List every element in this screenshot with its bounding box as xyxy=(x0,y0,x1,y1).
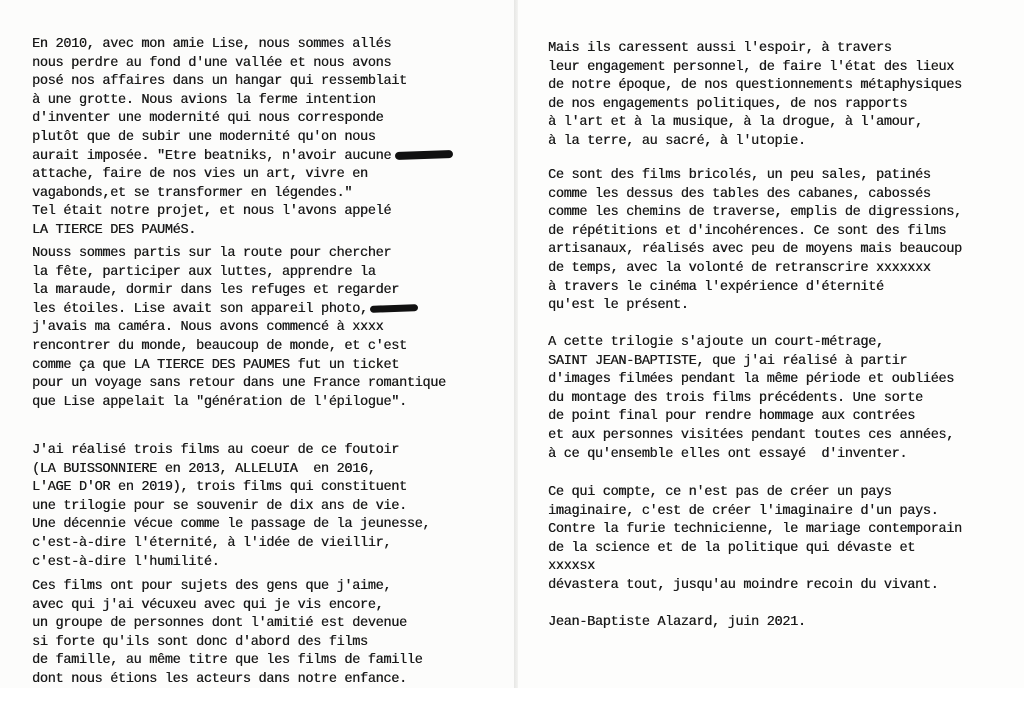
text-line: de famille, au même titre que les films de famille xyxy=(32,653,423,669)
text-line: En 2010, avec mon amie Lise, nous sommes allés xyxy=(32,37,392,52)
text-line: à l'art et à la musique, à la drogue, à l'amour, xyxy=(548,115,923,131)
text-line: de la science et de la politique qui dévaste et xyxy=(548,540,915,556)
text-line: la fête, participer aux luttes, apprendre la xyxy=(32,264,376,280)
text-line: comme ça que LA TIERCE DES PAUMES fut un ticket xyxy=(32,357,399,373)
text-line: LA TIERCE DES PAUMéS. xyxy=(32,222,196,238)
text-line: Contre la furie technicienne, le mariage contemporain xyxy=(548,522,962,538)
signature-text: Jean-Baptiste Alazard, juin 2021. xyxy=(548,615,806,630)
text-line: d'inventer une modernité qui nous corresponde xyxy=(32,111,384,127)
text-line: rencontrer du monde, beaucoup de monde, et c'est xyxy=(32,338,407,354)
text-line: un groupe de personnes dont l'amitié est devenue xyxy=(32,616,407,632)
ink-redaction-blot xyxy=(395,150,453,160)
right-paragraph-4 xyxy=(548,484,962,596)
text-line: à la terre, au sacré, à l'utopie. xyxy=(548,133,806,149)
text-line-with-blot xyxy=(32,301,446,320)
text-line: de répétitions et d'incohérences. Ce sont des films xyxy=(548,223,947,239)
text-line: (LA BUISSONNIERE en 2013, ALLELUIA en 2016, xyxy=(32,461,376,477)
text-line: comme les chemins de traverse, emplis de digressions, xyxy=(548,205,962,221)
text-line: aurait imposée. "Etre beatniks, n'avoir aucune xyxy=(32,148,392,164)
text-line: à ce qu'ensemble elles ont essayé d'inventer. xyxy=(548,446,908,462)
text-line: comme les dessus des tables des cabanes, cabossés xyxy=(548,186,931,202)
text-line: J'ai réalisé trois films au coeur de ce foutoir xyxy=(32,443,399,458)
text-line: attache, faire de nos vies un art, vivre en xyxy=(32,167,368,183)
text-line: Tel était notre projet, et nous l'avons appelé xyxy=(32,204,392,220)
text-line: dévastera tout, jusqu'au moindre recoin du vivant. xyxy=(548,577,939,593)
text-line: nous perdre au fond d'une vallée et nous avons xyxy=(32,55,392,71)
text-line: plutôt que de subir une modernité qu'on nous xyxy=(32,129,376,145)
text-line: Une décennie vécue comme le passage de la jeunesse, xyxy=(32,517,431,533)
text-line: Ces films ont pour sujets des gens que j'aime, xyxy=(32,579,392,594)
text-line: si forte qu'ils sont donc d'abord des films xyxy=(32,634,368,650)
text-line: L'AGE D'OR en 2019), trois films qui constituent xyxy=(32,480,407,496)
text-line: xxxxsx xyxy=(548,559,595,575)
text-line: vagabonds,et se transformer en légendes." xyxy=(32,185,353,201)
text-line: Ce qui compte, ce n'est pas de créer un pays xyxy=(548,485,892,500)
ink-redaction-blot xyxy=(370,304,418,313)
text-line: de temps, avec la volonté de retranscrire xxxxxxx xyxy=(548,260,931,276)
left-paragraph-2 xyxy=(32,245,446,412)
text-line: que Lise appelait la "génération de l'épilogue". xyxy=(32,394,407,410)
left-paragraph-4 xyxy=(32,578,422,688)
text-line: une trilogie pour se souvenir de dix ans de vie. xyxy=(32,498,407,514)
left-paragraph-3 xyxy=(32,442,430,572)
text-line: SAINT JEAN-BAPTISTE, que j'ai réalisé à partir xyxy=(548,353,908,369)
text-line: pour un voyage sans retour dans une France romantique xyxy=(32,376,446,392)
text-line: du montage des trois films précédents. Une sorte xyxy=(548,390,923,406)
text-line: de notre époque, de nos questionnements métaphysiques xyxy=(548,78,962,94)
text-line-with-blot xyxy=(32,148,453,167)
text-line: les étoiles. Lise avait son appareil photo, xyxy=(32,301,368,317)
text-line: dont nous étions les acteurs dans notre enfance. xyxy=(32,671,407,687)
text-line: j'avais ma caméra. Nous avons commencé à xxxx xyxy=(32,320,384,336)
text-line: à une grotte. Nous avions la ferme intention xyxy=(32,92,376,108)
text-line: imaginaire, c'est de créer l'imaginaire d'un pays. xyxy=(548,503,939,519)
text-line: c'est-à-dire l'éternité, à l'idée de vieillir, xyxy=(32,535,392,551)
text-line: et aux personnes visitées pendant toutes ces années, xyxy=(548,427,954,443)
text-line: Nouss sommes partis sur la route pour chercher xyxy=(32,246,392,261)
text-line: Ce sont des films bricolés, un peu sales, patinés xyxy=(548,168,931,183)
text-line: la maraude, dormir dans les refuges et regarder xyxy=(32,283,399,299)
right-page xyxy=(518,0,1024,688)
text-line: Mais ils caressent aussi l'espoir, à travers xyxy=(548,41,892,56)
text-line: A cette trilogie s'ajoute un court-métrage, xyxy=(548,335,884,350)
text-line: leur engagement personnel, de faire l'état des lieux xyxy=(548,59,954,75)
text-line: qu'est le présent. xyxy=(548,298,689,314)
text-line: avec qui j'ai vécuxeu avec qui je vis encore, xyxy=(32,597,384,613)
text-line: de point final pour rendre hommage aux contrées xyxy=(548,409,915,425)
scan-bottom-margin xyxy=(0,688,1024,722)
right-paragraph-1 xyxy=(548,40,962,152)
text-line: c'est-à-dire l'humilité. xyxy=(32,554,220,570)
text-line: d'images filmées pendant la même période et oubliées xyxy=(548,372,954,388)
text-line: à travers le cinéma l'expérience d'éternité xyxy=(548,279,884,295)
right-paragraph-3 xyxy=(548,334,954,464)
text-line: artisanaux, réalisés avec peu de moyens mais beaucoup xyxy=(548,242,962,258)
text-line: de nos engagements politiques, de nos rapports xyxy=(548,96,908,112)
right-paragraph-2 xyxy=(548,167,962,316)
signature-line xyxy=(548,614,806,633)
left-page xyxy=(0,0,514,688)
left-paragraph-1 xyxy=(32,36,453,241)
text-line: posé nos affaires dans un hangar qui ressemblait xyxy=(32,74,407,90)
